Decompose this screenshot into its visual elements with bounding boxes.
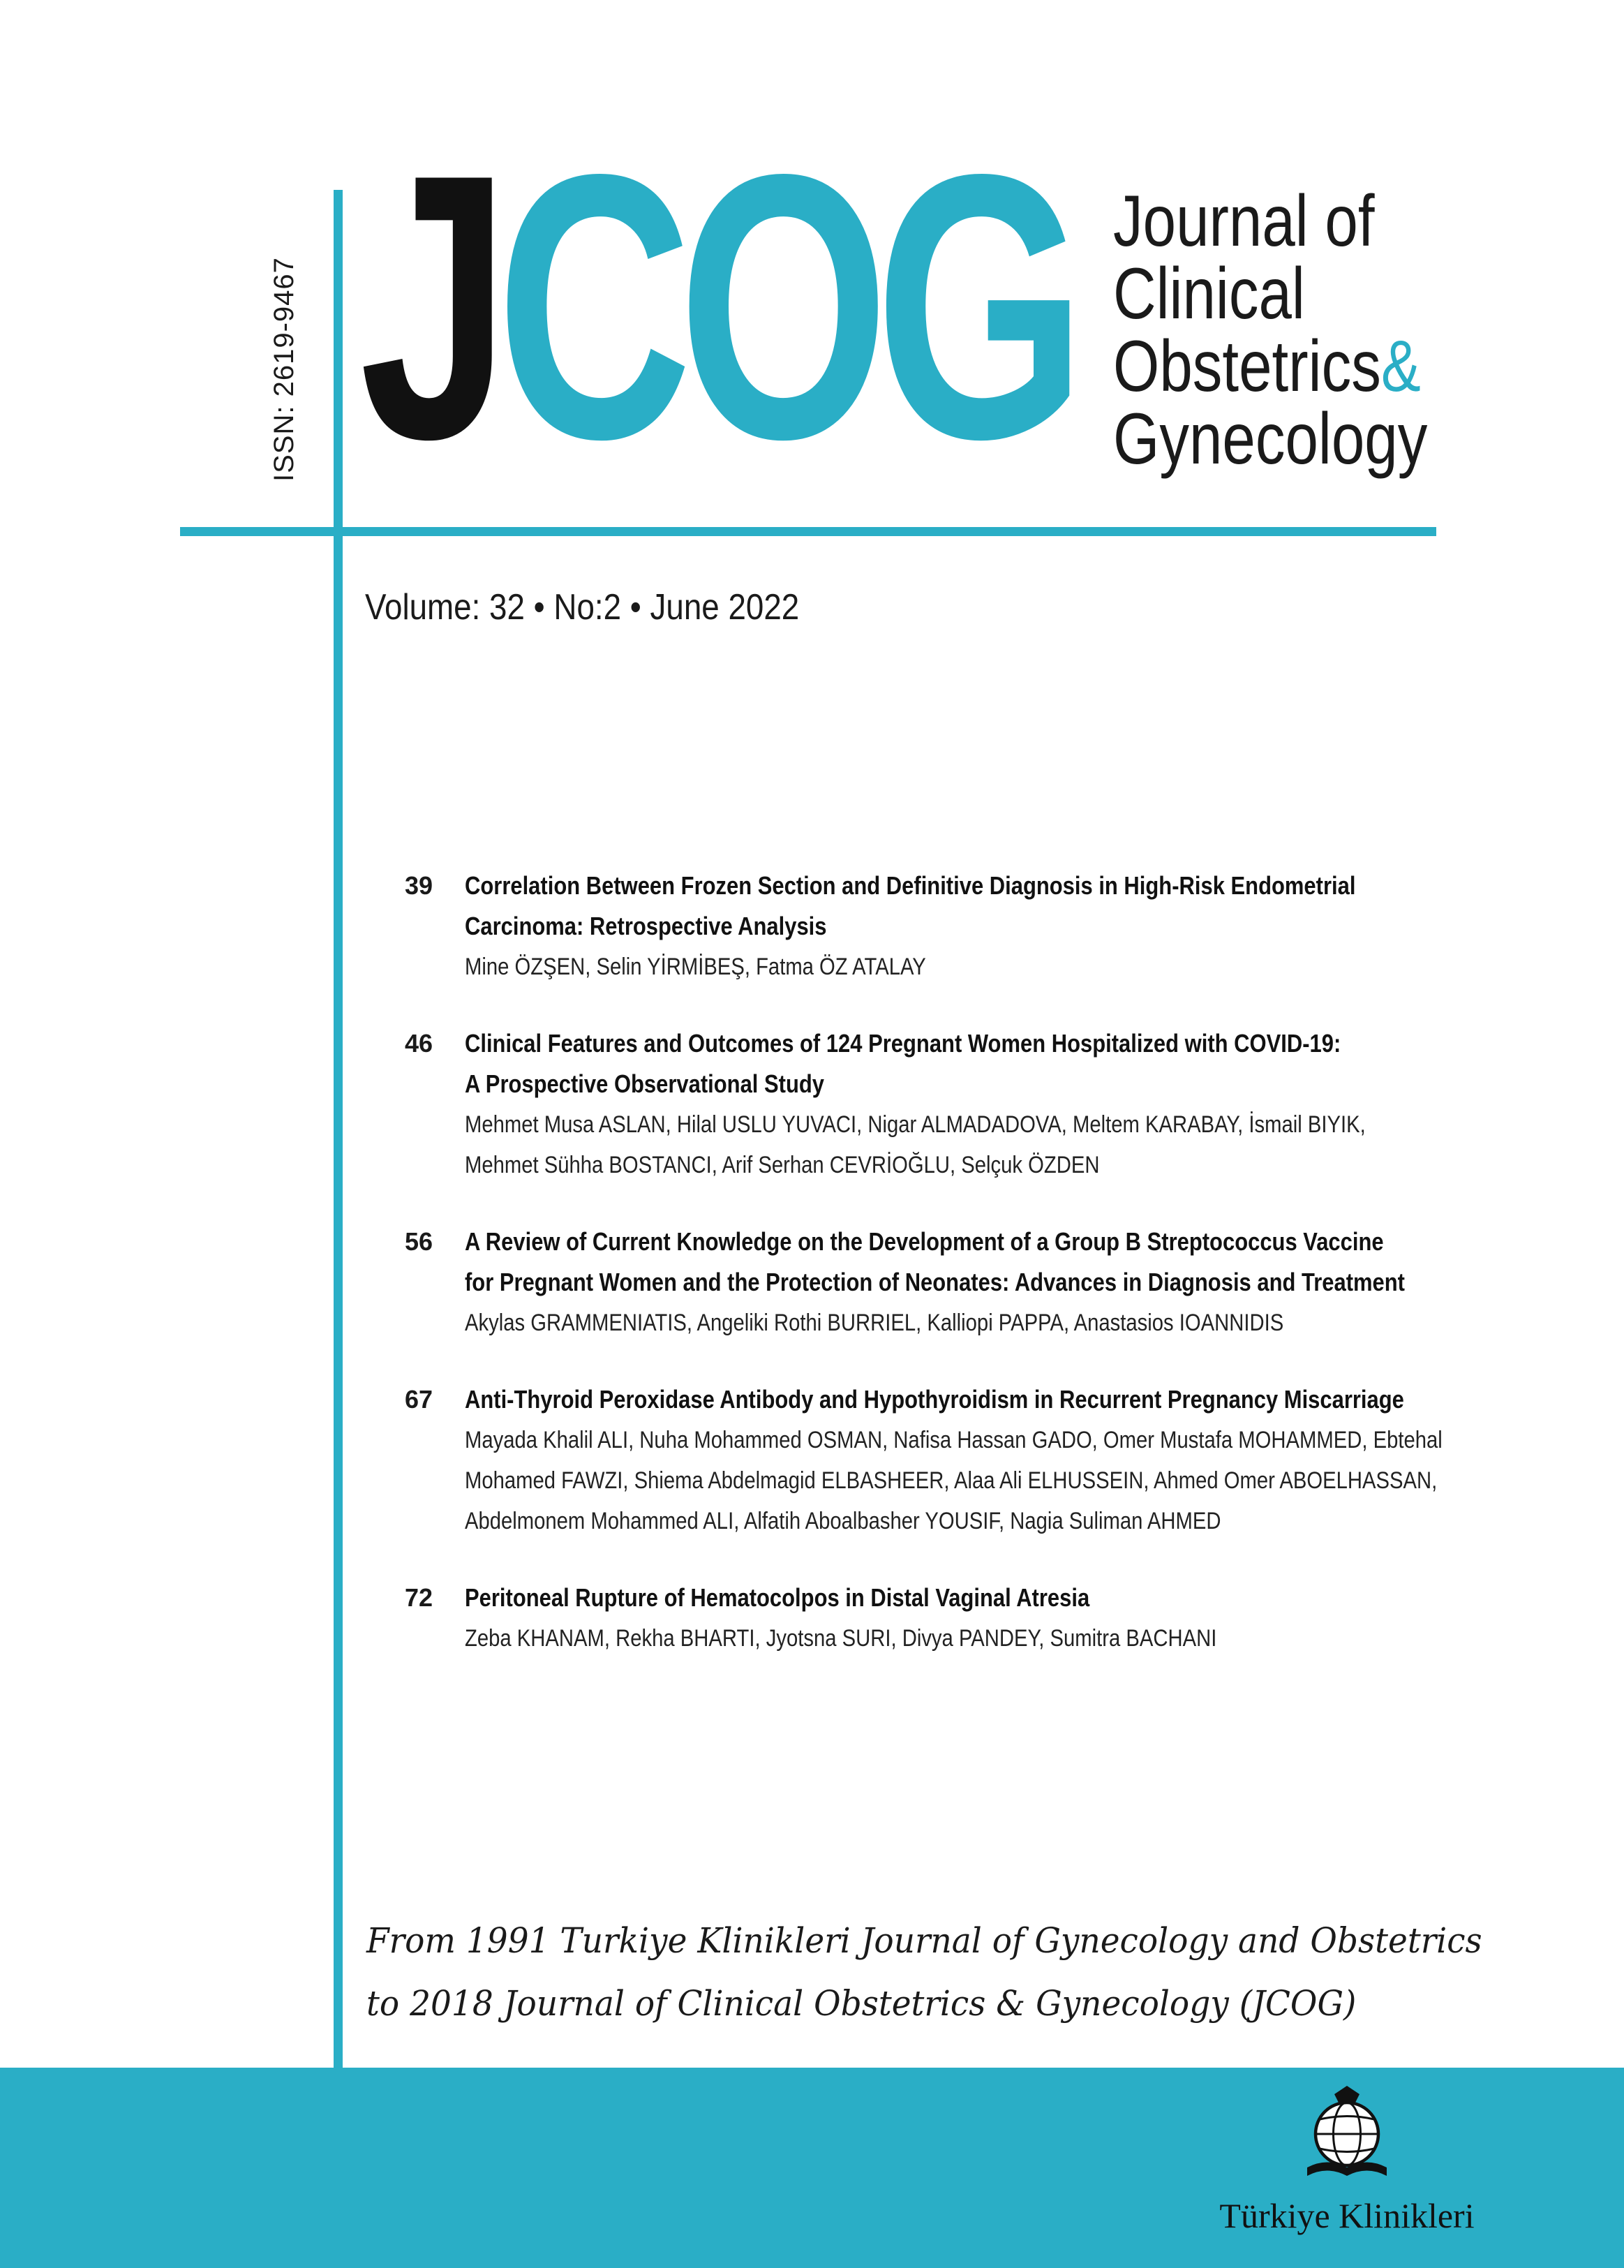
journal-history-note [366, 1909, 1482, 2035]
article-title-line: A Review of Current Knowledge on the Development of a Group B Streptococcus Vaccine [465, 1227, 1384, 1256]
journal-logo [359, 96, 1073, 517]
article-authors-line: Mehmet Sühha BOSTANCI, Arif Serhan CEVRİOĞLU, Selçuk ÖZDEN [465, 1152, 1100, 1178]
logo-letter-j: J [359, 96, 497, 517]
history-line1: From 1991 Turkiye Klinikleri Journal of Gynecology and Obstetrics [366, 1920, 1482, 1961]
article-page-number: 46 [404, 1029, 433, 1058]
article-page-number: 72 [404, 1583, 433, 1612]
article-authors-line: Zeba KHANAM, Rekha BHARTI, Jyotsna SURI, Divya PANDEY, Sumitra BACHANI [465, 1625, 1217, 1652]
journal-title-line2: Clinical [1113, 253, 1305, 334]
issue-info: Volume: 32 • No:2 • June 2022 [365, 587, 800, 628]
article-title-line: for Pregnant Women and the Protection of Neonates: Advances in Diagnosis and Treatment [465, 1268, 1405, 1296]
article-entry[interactable] [398, 1222, 1487, 1343]
table-of-contents [398, 866, 1487, 1695]
issn-label: ISSN: 2619-9467 [269, 257, 299, 482]
article-authors-line: Akylas GRAMMENIATIS, Angeliki Rothi BURRIEL, Kalliopi PAPPA, Anastasios IOANNIDIS [465, 1310, 1284, 1336]
journal-title-line4: Gynecology [1113, 399, 1428, 480]
article-authors-line: Abdelmonem Mohammed ALI, Alfatih Aboalbasher YOUSIF, Nagia Suliman AHMED [465, 1508, 1221, 1534]
article-entry[interactable] [398, 1578, 1487, 1659]
vertical-accent-rule [334, 190, 343, 2068]
article-title-line: Correlation Between Frozen Section and Definitive Diagnosis in High-Risk Endometrial [465, 871, 1356, 900]
journal-title-line1: Journal of [1113, 181, 1375, 262]
journal-title-line3: Obstetrics [1113, 326, 1381, 407]
article-authors-line: Mehmet Musa ASLAN, Hilal USLU YUVACI, Nigar ALMADADOVA, Meltem KARABAY, İsmail BIYIK, [465, 1111, 1366, 1138]
journal-title-ampersand: & [1380, 326, 1421, 407]
publisher-name: Türkiye Klinikleri [1219, 2196, 1475, 2235]
article-title-line: Carcinoma: Retrospective Analysis [465, 912, 827, 940]
article-page-number: 67 [404, 1385, 433, 1414]
journal-full-title [1113, 181, 1428, 480]
globe-book-emblem-icon [1295, 2084, 1399, 2188]
history-line2: to 2018 Journal of Clinical Obstetrics & Gynecology (JCOG) [366, 1983, 1357, 2024]
publisher-logo [1186, 2084, 1507, 2236]
article-page-number: 39 [404, 871, 433, 900]
article-entry[interactable] [398, 1379, 1487, 1541]
logo-letters-cog: COG [496, 96, 1073, 517]
article-authors-line: Mohamed FAWZI, Shiema Abdelmagid ELBASHEER, Alaa Ali ELHUSSEIN, Ahmed Omer ABOELHASSAN, [465, 1467, 1438, 1494]
article-title-line: Peritoneal Rupture of Hematocolpos in Distal Vaginal Atresia [465, 1583, 1090, 1612]
article-entry[interactable] [398, 866, 1487, 987]
article-title-line: A Prospective Observational Study [465, 1069, 825, 1098]
article-authors-line: Mayada Khalil ALI, Nuha Mohammed OSMAN, Nafisa Hassan GADO, Omer Mustafa MOHAMMED, Ebtehal [465, 1427, 1443, 1453]
horizontal-accent-rule [180, 527, 1436, 536]
article-title-line: Anti-Thyroid Peroxidase Antibody and Hypothyroidism in Recurrent Pregnancy Miscarriage [465, 1385, 1404, 1414]
article-entry[interactable] [398, 1023, 1487, 1185]
article-title-line: Clinical Features and Outcomes of 124 Pregnant Women Hospitalized with COVID-19: [465, 1029, 1341, 1058]
article-page-number: 56 [404, 1227, 433, 1256]
article-authors-line: Mine ÖZŞEN, Selin YİRMİBEŞ, Fatma ÖZ ATALAY [465, 954, 926, 980]
